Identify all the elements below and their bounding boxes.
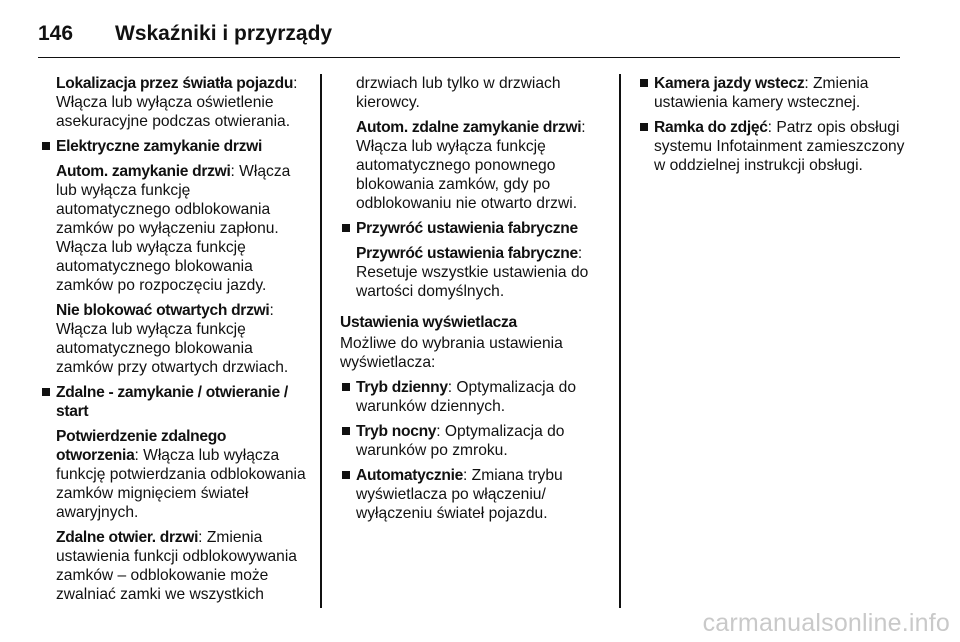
term: Tryb nocny bbox=[356, 423, 437, 440]
bullet-item: Elektryczne zamykanie drzwi bbox=[56, 137, 308, 156]
description: : Włącza lub wyłącza funkcję automatycznego odblokowania zamków po wyłączeniu zapłonu. Włącza lub wyłącza funkcję automatycznego blokowania zamków po rozpoczęciu jazdy. bbox=[56, 163, 291, 294]
header-rule bbox=[38, 57, 900, 59]
bullet-item: Zdalne - zamykanie / otwieranie / start bbox=[56, 383, 308, 421]
column-left bbox=[40, 74, 308, 610]
paragraph-relock bbox=[356, 118, 608, 213]
column-middle bbox=[340, 74, 608, 529]
description: : Resetuje wszystkie ustawienia do wartości domyślnych. bbox=[356, 245, 589, 300]
page-title: Wskaźniki i przyrządy bbox=[115, 22, 333, 45]
term: Automatycznie bbox=[356, 467, 464, 484]
page-header bbox=[38, 14, 900, 58]
paragraph-display-intro: Możliwe do wybrania ustawienia wyświetlacza: bbox=[340, 335, 563, 371]
page-number: 146 bbox=[38, 22, 74, 45]
paragraph-remote bbox=[56, 528, 308, 604]
paragraph-nolock bbox=[56, 301, 308, 377]
term: Nie blokować otwartych drzwi bbox=[56, 302, 270, 319]
bullet-item bbox=[654, 74, 906, 112]
term: Autom. zdalne zamykanie drzwi bbox=[356, 119, 582, 136]
section-heading: Ustawienia wyświetlacza bbox=[340, 314, 517, 331]
description: : Włącza lub wyłącza oświetlenie asekuracyjne podczas otwierania. bbox=[56, 75, 298, 130]
description: : Włącza lub wyłącza funkcję automatycznego ponownego blokowania zamków, gdy po odblokowaniu nie otwarto drzwi. bbox=[356, 119, 586, 212]
watermark: carmanualsonline.info bbox=[702, 609, 950, 637]
paragraph-reset bbox=[356, 244, 608, 301]
term: Autom. zamykanie drzwi bbox=[56, 163, 231, 180]
bullet-item bbox=[356, 378, 608, 416]
description: : Włącza lub wyłącza funkcję automatycznego blokowania zamków przy otwartych drzwiach. bbox=[56, 302, 289, 376]
paragraph-confirm bbox=[56, 427, 308, 522]
term: Kamera jazdy wstecz bbox=[654, 75, 805, 92]
paragraph-autolock bbox=[56, 162, 308, 295]
term: Tryb dzienny bbox=[356, 379, 448, 396]
description: : Włącza lub wyłącza funkcję potwierdzania odblokowania zamków mignięciem świateł awaryjnych. bbox=[56, 447, 306, 521]
description: : Optymalizacja do warunków dziennych. bbox=[356, 379, 576, 415]
description: : Zmiana trybu wyświetlacza po włączeniu/ wyłączeniu świateł pojazdu. bbox=[356, 467, 563, 522]
term: Potwierdzenie zdalnego otworzenia bbox=[56, 428, 227, 464]
term: Lokalizacja przez światła pojazdu bbox=[56, 75, 294, 92]
column-divider bbox=[320, 74, 322, 608]
description: : Zmienia ustawienia kamery wstecznej. bbox=[654, 75, 869, 111]
term: Przywróć ustawienia fabryczne bbox=[356, 245, 578, 262]
column-right bbox=[638, 74, 906, 181]
description: : Zmienia ustawienia funkcji odblokowywania zamków – odblokowanie może zwalniać zamki we wszystkich bbox=[56, 529, 297, 603]
description: : Patrz opis obsługi systemu Infotainment zamieszczony w oddzielnej instrukcji obsługi. bbox=[654, 119, 905, 174]
bullet-item: Przywróć ustawienia fabryczne bbox=[356, 219, 608, 238]
bullet-item bbox=[356, 466, 608, 523]
bullet-item bbox=[654, 118, 906, 175]
paragraph-continued: drzwiach lub tylko w drzwiach kierowcy. bbox=[356, 75, 561, 111]
bullet-item bbox=[356, 422, 608, 460]
column-divider bbox=[619, 74, 621, 608]
description: : Optymalizacja do warunków po zmroku. bbox=[356, 423, 565, 459]
term: Ramka do zdjęć bbox=[654, 119, 768, 136]
term: Zdalne otwier. drzwi bbox=[56, 529, 199, 546]
paragraph-lights bbox=[56, 74, 308, 131]
